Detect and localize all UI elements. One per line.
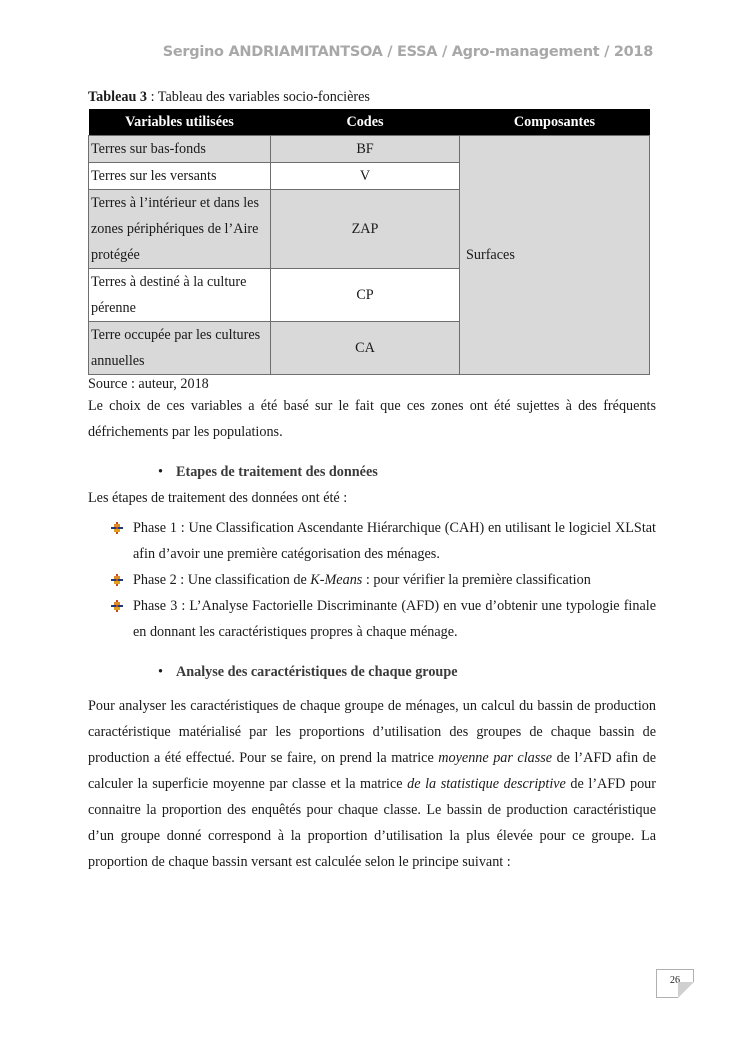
bullet-dot: •	[158, 664, 163, 680]
cell-code: ZAP	[271, 190, 460, 269]
page-number	[656, 969, 694, 998]
header-codes: Codes	[271, 109, 460, 136]
phase-1-text: Phase 1 : Une Classification Ascendante Hiérarchique (CAH) en utilisant le logiciel XLStat afin d’avoir une première catégorisation des ménages.	[133, 520, 656, 562]
analysis-paragraph	[88, 693, 656, 875]
header-composantes: Composantes	[460, 109, 650, 136]
analysis-text-c: de l’AFD pour connaitre la proportion des enquêtés pour chaque classe. Le bassin de production caractéristique d’un groupe donné correspond à la proportion d’utilisation la plus élevée pour ce groupe. La proportion de chaque bassin versant est calculée selon le principe suivant :	[88, 776, 656, 870]
cell-code: BF	[271, 136, 460, 163]
cell-variable: Terres sur les versants	[89, 163, 271, 190]
intro-paragraph: Le choix de ces variables a été basé sur le fait que ces zones ont été sujettes à des fréquents défrichements par les populations.	[88, 398, 656, 440]
cell-variable: Terres sur bas-fonds	[89, 136, 271, 163]
analysis-italic-1: moyenne par classe	[438, 750, 553, 766]
arrow-bullet-icon	[111, 574, 123, 586]
table-caption-text: : Tableau des variables socio-foncières	[147, 89, 370, 105]
table-row	[89, 136, 650, 163]
phase-2-text: Phase 2 : Une classification de	[133, 572, 311, 588]
phase-2-text-end: : pour vérifier la première classification	[362, 572, 591, 588]
bullet-dot: •	[158, 464, 163, 480]
phases-list	[88, 515, 656, 645]
cell-variable: Terres à destiné à la culture pérenne	[89, 269, 271, 322]
cell-variable: Terres à l’intérieur et dans les zones périphériques de l’Aire protégée	[89, 190, 271, 269]
page-fold-decoration	[678, 982, 694, 998]
table-caption	[88, 88, 656, 106]
arrow-bullet-icon	[111, 600, 123, 612]
page-body	[88, 88, 656, 875]
analysis-italic-2: de la statistique descriptive	[407, 776, 566, 792]
cell-code: CA	[271, 322, 460, 375]
table-caption-label: Tableau 3	[88, 89, 148, 105]
section-title: Analyse des caractéristiques de chaque groupe	[176, 664, 458, 680]
analysis-text-b: de l’AFD afin de calculer la superficie moyenne par classe et la matrice	[88, 750, 656, 792]
cell-variable: Terre occupée par les cultures annuelles	[89, 322, 271, 375]
section-heading-etapes	[88, 459, 656, 485]
variables-table	[88, 109, 650, 375]
phase-3-text: Phase 3 : L’Analyse Factorielle Discriminante (AFD) en vue d’obtenir une typologie finale en donnant les caractéristiques propres à chaque ménage.	[133, 598, 656, 640]
cell-code: CP	[271, 269, 460, 322]
cell-code: V	[271, 163, 460, 190]
list-item	[88, 567, 656, 593]
arrow-bullet-icon	[111, 522, 123, 534]
analysis-text-a: Pour analyser les caractéristiques de chaque groupe de ménages, un calcul du bassin de production caractéristique matérialisé par les proportions d’utilisation des groupes de chaque bassin de production a été effectué. Pour se faire, on prend la matrice	[88, 698, 656, 766]
table-source: Source : auteur, 2018	[88, 376, 209, 392]
list-item	[88, 515, 656, 567]
list-item	[88, 593, 656, 645]
header-variables: Variables utilisées	[89, 109, 271, 136]
running-header: Sergino ANDRIAMITANTSOA / ESSA / Agro-management / 2018	[162, 44, 653, 60]
cell-composante: Surfaces	[460, 136, 650, 375]
phase-2-kmeans: K-Means	[310, 572, 363, 588]
section-heading-analyse	[88, 659, 656, 685]
steps-lead: Les étapes de traitement des données ont été :	[88, 490, 348, 506]
table-header-row	[89, 109, 650, 136]
page-number-text: 26	[670, 975, 680, 986]
section-title: Etapes de traitement des données	[176, 464, 378, 480]
